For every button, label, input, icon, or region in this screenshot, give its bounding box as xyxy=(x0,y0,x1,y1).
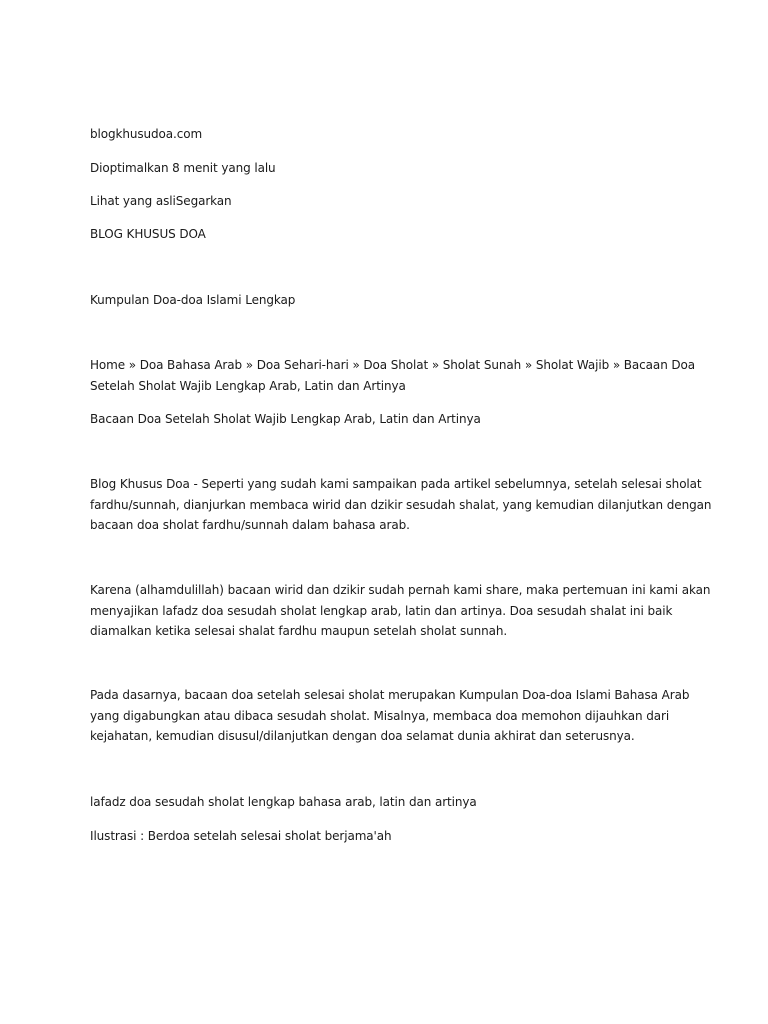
article-title: Bacaan Doa Setelah Sholat Wajib Lengkap Arab, Latin dan Artinya xyxy=(90,412,481,426)
article-paragraph-1 xyxy=(90,474,712,536)
original-links xyxy=(90,191,232,212)
article-subheading: lafadz doa sesudah sholat lengkap bahasa arab, latin dan artinya xyxy=(90,795,477,809)
paragraph-line: bacaan doa sholat fardhu/sunnah dalam bahasa arab. xyxy=(90,518,410,532)
paragraph-line: Blog Khusus Doa - Seperti yang sudah kami sampaikan pada artikel sebelumnya, setelah selesai sholat xyxy=(90,477,702,491)
paragraph-line: menyajikan lafadz doa sesudah sholat lengkap arab, latin dan artinya. Doa sesudah shalat ini baik xyxy=(90,603,673,618)
paragraph-line: diamalkan ketika selesai shalat fardhu maupun setelah sholat sunnah. xyxy=(90,624,508,638)
breadcrumb-row[interactable]: Home » Doa Bahasa Arab » Doa Sehari-hari » Doa Sholat » Sholat Sunah » Sholat Wajib » Bacaan Doa xyxy=(90,358,696,372)
blog-tagline: Kumpulan Doa-doa Islami Lengkap xyxy=(90,293,296,307)
optimized-notice: Dioptimalkan 8 menit yang lalu xyxy=(90,161,276,175)
paragraph-line: Pada dasarnya, bacaan doa setelah selesai sholat merupakan Kumpulan Doa-doa Islami Bahasa Arab xyxy=(90,688,690,702)
paragraph-line: fardhu/sunnah, dianjurkan membaca wirid dan dzikir sesudah shalat, yang kemudian dilanjutkan dengan xyxy=(90,497,712,512)
article-paragraph-3 xyxy=(90,685,690,747)
refresh-link[interactable]: Segarkan xyxy=(175,194,232,208)
breadcrumb xyxy=(90,355,696,396)
paragraph-line: Karena (alhamdulillah) bacaan wirid dan dzikir sudah pernah kami share, maka pertemuan ini kami akan xyxy=(90,583,711,597)
view-original-link[interactable]: Lihat yang asli xyxy=(90,194,176,208)
paragraph-line: yang digabungkan atau dibaca sesudah sholat. Misalnya, membaca doa memohon dijauhkan dari xyxy=(90,708,670,723)
paragraph-line: kejahatan, kemudian disusul/dilanjutkan dengan doa selamat dunia akhirat dan seterusnya. xyxy=(90,729,635,743)
breadcrumb-row[interactable]: Setelah Sholat Wajib Lengkap Arab, Latin dan Artinya xyxy=(90,378,406,393)
illustration-caption: Ilustrasi : Berdoa setelah selesai sholat berjama'ah xyxy=(90,829,392,843)
blog-title[interactable]: BLOG KHUSUS DOA xyxy=(90,227,206,241)
article-paragraph-2 xyxy=(90,580,711,642)
site-name[interactable]: blogkhusudoa.com xyxy=(90,127,203,141)
